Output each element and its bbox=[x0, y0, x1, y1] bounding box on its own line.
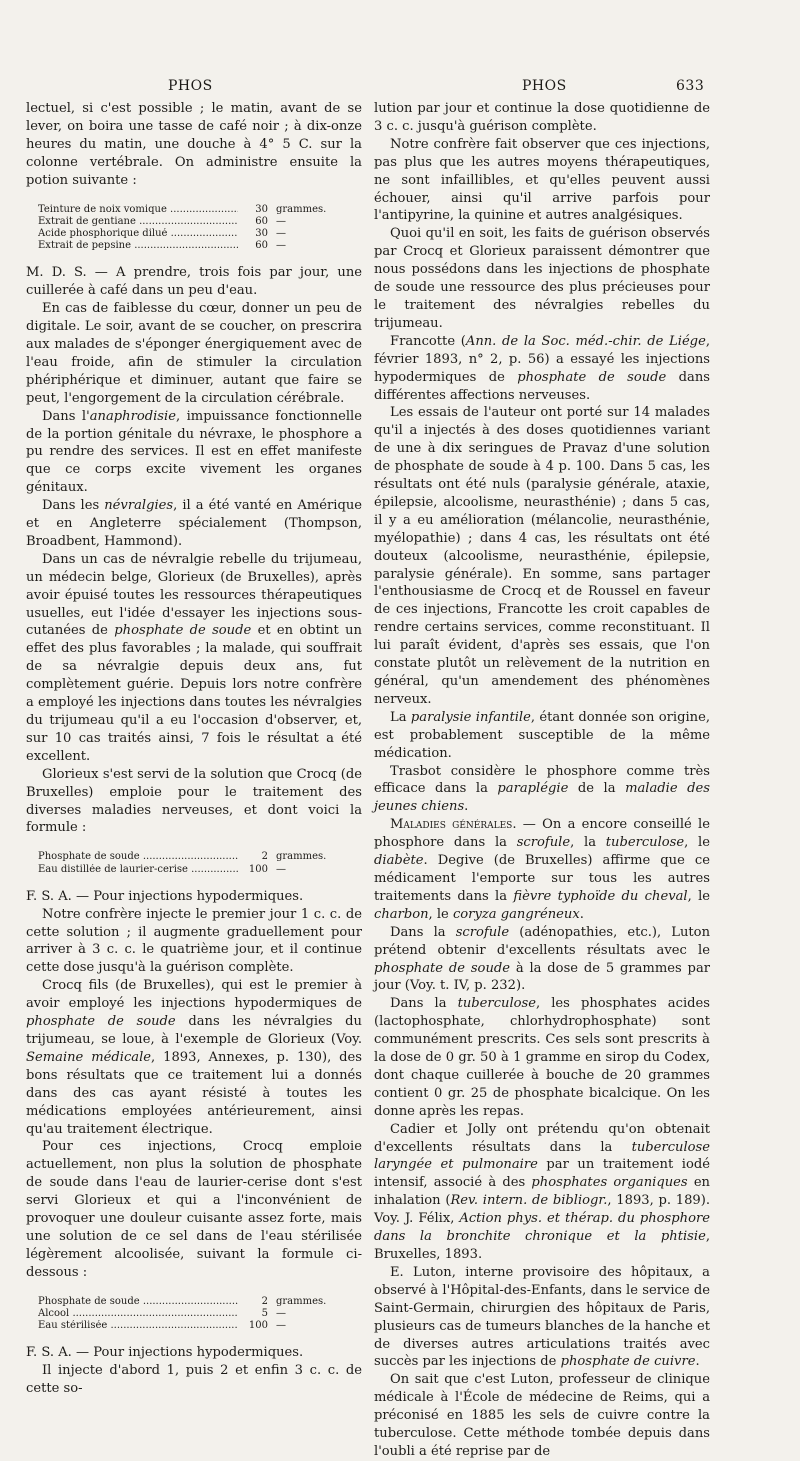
formula-row: Eau stérilisée ..... 100 — bbox=[38, 1320, 362, 1332]
formula-row: Eau distillée de laurier-cerise ..... 100 — bbox=[38, 864, 362, 876]
paragraph: F. S. A. — Pour injections hypodermiques. bbox=[26, 888, 304, 904]
page-number: 633 bbox=[676, 78, 705, 94]
paragraph: lution par jour et continue la dose quotidienne de 3 c. c. jusqu'à guérison complète. bbox=[374, 101, 710, 134]
paragraph: Cadier et Jolly ont prétendu qu'on obtenait d'excellents résultats dans la tuberculose laryngée et pulmonaire par un traitement iodé intensif, associé à des phosphates organiques en inhalation (Rev. intern. de bibliogr., 1893, p. 189). Voy. J. Félix, Action phys. et thérap. du phosphore dans la bronchite chronique et la phtisie, Bruxelles, 1893. bbox=[374, 1121, 710, 1262]
paragraph: Notre confrère injecte le premier jour 1 c. c. de cette solution ; il augmente graduellement pour arriver à 3 c. c. le quatrième jour, et il continue cette dose jusqu'à la guérison complète. bbox=[26, 906, 362, 976]
paragraph: Francotte (Ann. de la Soc. méd.-chir. de Liége, février 1893, n° 2, p. 56) a essayé les injections hypodermiques de phosphate de soude dans différentes affections nerveuses. bbox=[374, 333, 711, 403]
formula-row: Alcool ..... 5 — bbox=[38, 1308, 362, 1320]
paragraph: On sait que c'est Luton, professeur de clinique médicale à l'École de médecine de Reims, qui a préconisé en 1885 les sels de cuivre contre la tuberculose. Cette méthode tombée depuis dans l'oubli a été reprise par de bbox=[374, 1372, 710, 1459]
paragraph: Dans les névralgies, il a été vanté en Amérique et en Angleterre spécialement (Thompson, Broadbent, Hammond). bbox=[26, 498, 363, 549]
paragraph: Glorieux s'est servi de la solution que Crocq (de Bruxelles) emploie pour le traitement des diverses maladies nerveuses, et dont voici la formule : bbox=[26, 766, 362, 836]
paragraph: F. S. A. — Pour injections hypodermiques. bbox=[26, 1345, 304, 1361]
formula-row: Extrait de pepsine ..... 60 — bbox=[38, 240, 362, 252]
formula-potion bbox=[38, 204, 362, 253]
paragraph: Les essais de l'auteur ont porté sur 14 malades qu'il a injectés à des doses quotidiennes variant de une à dix seringues de Pravaz d'une solution de phosphate de soude à 4 p. 100. Dans 5 cas, les résultats ont été nuls (paralysie générale, ataxie, épilepsie, alcoolisme, neurasthénie) ; dans 5 cas, il y a eu amélioration (mélancolie, neurasthénie, myélopathie) ; dans 4 cas, les résultats ont été douteux (alcoolisme, neurasthénie, épilepsie, paralysie générale). En somme, sans partager l'enthousiasme de Crocq et de Roussel en faveur de ces injections, Francotte les croit capables de rendre certains services, comme reconstituant. Il lui paraît évident, d'après ses essais, que l'on constate plutôt un relèvement de la nutrition en général, qu'un amendement des phénomènes nerveux. bbox=[374, 405, 710, 707]
formula-row: Phosphate de soude ..... 2 grammes. bbox=[38, 851, 362, 863]
paragraph: Pour ces injections, Crocq emploie actuellement, non plus la solution de phosphate de soude dans l'eau de laurier-cerise dont s'est servi Glorieux et qui a l'inconvénient de provoquer une douleur cuisante assez forte, mais une solution de ce sel dans de l'eau stérilisée légèrement alcoolisée, suivant la formule ci-dessous : bbox=[26, 1139, 362, 1280]
paragraph: La paralysie infantile, étant donnée son origine, est probablement susceptible de la même médication. bbox=[374, 709, 711, 761]
running-head-left: PHOS bbox=[168, 78, 213, 94]
formula-crocq bbox=[38, 851, 362, 875]
paragraph: Dans un cas de névralgie rebelle du trijumeau, un médecin belge, Glorieux (de Bruxelles), après avoir épuisé toutes les ressources thérapeutiques usuelles, eut l'idée d'essayer les injections sous-cutanées de phosphate de soude et en obtint un effet des plus favorables ; la malade, qui souffrait de sa névralgie depuis deux ans, fut complètement guérie. Depuis lors notre confrère a employé les injections dans toutes les névralgies du trijumeau qu'il a eu l'occasion d'observer, et, sur 10 cas traités ainsi, 7 fois le résultat a été excellent. bbox=[26, 551, 362, 764]
paragraph: Maladies générales. — On a encore conseillé le phosphore dans la scrofule, la tuberculose, le diabète. Degive (de Bruxelles) affirme que ce médicament l'emporte sur tous les autres traitements dans la fièvre typhoïde du cheval, le charbon, le coryza gangréneux. bbox=[374, 817, 710, 922]
paragraph: M. D. S. — A prendre, trois fois par jour, une cuillerée à café dans un peu d'eau. bbox=[26, 265, 362, 299]
paragraph: Il injecte d'abord 1, puis 2 et enfin 3 c. c. de cette so- bbox=[26, 1363, 362, 1397]
formula-alcool bbox=[38, 1296, 362, 1333]
paragraph: Crocq fils (de Bruxelles), qui est le premier à avoir employé les injections hypodermiques de phosphate de soude dans les névralgies du trijumeau, se loue, à l'exemple de Glorieux (Voy. Semaine médicale, 1893, Annexes, p. 130), des bons résultats que ce traitement lui a donnés dans des cas ayant résisté à toutes les médications employées antérieurement, ainsi qu'au traitement électrique. bbox=[26, 978, 362, 1137]
paragraph: Dans la scrofule (adénopathies, etc.), Luton prétend obtenir d'excellents résultats avec le phosphate de soude à la dose de 5 grammes par jour (Voy. t. IV, p. 232). bbox=[374, 924, 711, 994]
formula-row: Teinture de noix vomique ..... 30 grammes. bbox=[38, 204, 362, 216]
formula-row: Phosphate de soude ..... 2 grammes. bbox=[38, 1296, 362, 1308]
paragraph: Dans la tuberculose, les phosphates acides (lactophosphate, chlorhydrophosphate) sont communément prescrits. Ces sels sont prescrits à la dose de 0 gr. 50 à 1 gramme en sirop du Codex, dont chaque cuillerée à bouche de 20 grammes contient 0 gr. 25 de phosphate bicalcique. On les donne après les repas. bbox=[374, 996, 710, 1119]
section-heading: Maladies générales. bbox=[390, 817, 517, 833]
paragraph: Dans l'anaphrodisie, impuissance fonctionnelle de la portion génitale du névraxe, le phosphore a pu rendre des services. Il est en effet manifeste que ce corps excite vivement les organes génitaux. bbox=[26, 408, 362, 496]
right-column bbox=[374, 100, 710, 1461]
left-column bbox=[26, 100, 362, 1398]
paragraph: Notre confrère fait observer que ces injections, pas plus que les autres moyens thérapeutiques, ne sont infaillibles, et qu'elles peuvent aussi échouer, ainsi qu'il arrive parfois pour l'antipyrine, la quinine et autres analgésiques. bbox=[374, 136, 710, 224]
formula-row: Extrait de gentiane ..... 60 — bbox=[38, 216, 362, 228]
paragraph: Quoi qu'il en soit, les faits de guérison observés par Crocq et Glorieux paraissent démontrer que nous possédons dans les injections de phosphate de soude une ressource des plus précieuses pour le traitement des névralgies rebelles du trijumeau. bbox=[374, 226, 710, 331]
paragraph: Trasbot considère le phosphore comme très efficace dans la paraplégie de la maladie des jeunes chiens. bbox=[374, 763, 710, 815]
paragraph: En cas de faiblesse du cœur, donner un peu de digitale. Le soir, avant de se coucher, on prescrira aux malades de s'éponger énergiquement avec de l'eau froide, afin de stimuler la circulation phériphérique et diminuer, autant que faire se peut, l'engorgement de la circulation cérébrale. bbox=[26, 301, 362, 406]
paragraph: lectuel, si c'est possible ; le matin, avant de se lever, on boira une tasse de café noir ; à dix-onze heures du matin, une douche à 4° 5 C. sur la colonne vertébrale. On administre ensuite la potion suivante : bbox=[26, 101, 362, 188]
running-head-right: PHOS bbox=[522, 78, 567, 94]
paragraph: E. Luton, interne provisoire des hôpitaux, a observé à l'Hôpital-des-Enfants, dans le service de Saint-Germain, chirurgien des hôpitaux de Paris, plusieurs cas de tumeurs blanches de la hanche et de diverses autres articulations traités avec succès par les injections de phosphate de cuivre. bbox=[374, 1264, 710, 1370]
formula-row: Acide phosphorique dilué ..... 30 — bbox=[38, 228, 362, 240]
